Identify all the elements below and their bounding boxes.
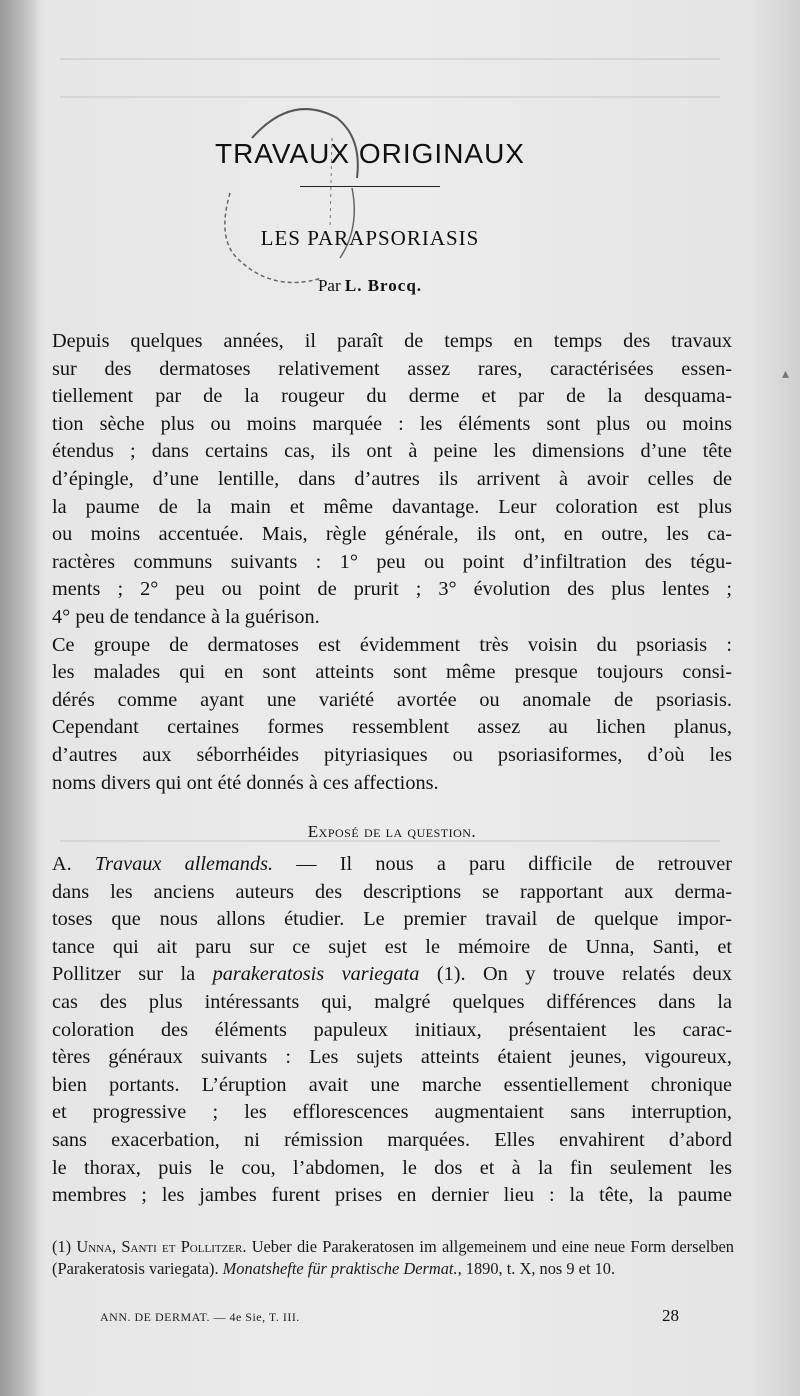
paragraph-1-line: sur des dermatoses relativement assez rares, caractérisées essen-	[52, 357, 732, 380]
paragraph-2-line: noms divers qui ont été donnés à ces affections.	[52, 771, 439, 794]
paragraph-2-line: Cependant certaines formes ressemblent assez au lichen planus,	[52, 716, 732, 739]
paragraph-2	[52, 632, 732, 798]
section-line5-end: (1). On y trouve relatés deux	[419, 963, 732, 986]
section-line-2: dans les anciens auteurs des descriptions se rapportant aux derma-	[52, 880, 732, 903]
section-line: tères généraux suivants : Les sujets atteints étaient jeunes, vigoureux,	[52, 1046, 732, 1069]
binding-shadow	[0, 0, 40, 1396]
bleed-through	[60, 58, 720, 60]
paragraph-1-line: ou moins accentuée. Mais, règle générale, ils ont, en outre, les ca-	[52, 523, 732, 546]
section-title: Exposé de la question.	[307, 822, 477, 841]
article-title: LES PARAPSORIASIS	[260, 226, 480, 250]
section-rest-lines	[52, 989, 732, 1210]
library-stamp-icon	[212, 98, 372, 298]
paragraph-1-line: ractères communs suivants : 1° peu ou point d’infiltration des tégu-	[52, 550, 732, 573]
paragraph-2-line: dérés comme ayant une variété avortée ou anomale de psoriasis.	[52, 688, 732, 711]
footnote-text-1: Ueber die Parakeratosen im allgemeinem und eine neue Form derselben (Parakeratosis variegata).	[52, 1237, 734, 1278]
footnote-text-2: , 1890, t. X, nos 9 et 10.	[457, 1259, 616, 1278]
author-name: L. Brocq.	[344, 276, 423, 295]
section-text	[52, 851, 732, 1210]
title-divider	[300, 186, 440, 187]
section-line5-start: Pollitzer sur la	[52, 963, 213, 986]
footnote-marker: (1)	[52, 1237, 72, 1256]
section-line-3: toses que nous allons étudier. Le premier travail de quelque impor-	[52, 908, 732, 931]
intro-text	[52, 328, 732, 797]
paragraph-1-line: ments ; 2° peu ou point de prurit ; 3° évolution des plus lentes ;	[52, 578, 732, 601]
page-number: 28	[662, 1306, 679, 1325]
footnote	[52, 1236, 734, 1280]
paragraph-1-line: tiellement par de la rougeur du derme et par de la desquama-	[52, 385, 732, 408]
margin-mark: ▴	[782, 367, 790, 382]
section-line1-rest: Il nous a paru difficile de retrouver	[339, 853, 732, 875]
section-line: membres ; les jambes furent prises en dernier lieu : la tête, la paume	[52, 1184, 732, 1207]
section-line-5	[52, 961, 732, 989]
paragraph-1-line: tion sèche plus ou moins marquée : les éléments sont plus ou moins	[52, 412, 732, 435]
section-line5-italic: parakeratosis variegata	[212, 963, 420, 986]
paragraph-1-line: étendus ; dans certains cas, ils ont à peine les dimensions d’une tête	[52, 440, 732, 463]
section-first-line	[52, 851, 732, 879]
section-line: sans exacerbation, ni rémission marquées. Elles envahirent d’abord	[52, 1128, 732, 1151]
paragraph-1	[52, 328, 732, 632]
section-line-4: tance qui ait paru sur ce sujet est le mémoire de Unna, Santi, et	[52, 935, 732, 958]
paragraph-2-line: Ce groupe de dermatoses est évidemment très voisin du psoriasis :	[52, 633, 732, 656]
section-line: coloration des éléments papuleux initiaux, présentaient les carac-	[52, 1018, 732, 1041]
section-line: et progressive ; les efflorescences augmentaient sans interruption,	[52, 1101, 732, 1124]
paragraph-1-line: la paume de la main et même davantage. Leur coloration est plus	[52, 495, 732, 518]
section-line: le thorax, puis le cou, l’abdomen, le dos et à la fin seulement les	[52, 1156, 732, 1179]
section-line: bien portants. L’éruption avait une marche essentiellement chronique	[52, 1073, 732, 1096]
paragraph-1-line: 4° peu de tendance à la guérison.	[52, 605, 320, 628]
footnote-authors: Unna, Santi et Pollitzer.	[76, 1237, 247, 1256]
section-heading: TRAVAUX ORIGINAUX	[214, 138, 525, 169]
section-dash: —	[273, 853, 340, 875]
paragraph-2-line: d’autres aux séborrhéides pityriasiques ou psoriasiformes, d’où les	[52, 743, 732, 766]
paragraph-2-line: les malades qui en sont atteints sont même presque toujours consi-	[52, 661, 732, 684]
footnote-journal: Monatshefte für praktische Dermat.	[222, 1259, 458, 1278]
paragraph-1-line: Depuis quelques années, il paraît de temps en temps des travaux	[52, 330, 732, 352]
author-prefix: Par	[317, 276, 341, 295]
section-label: A.	[52, 853, 72, 875]
bleed-through	[60, 96, 720, 98]
section-line: cas des plus intéressants qui, malgré quelques différences dans la	[52, 990, 732, 1013]
section-italic-heading: Travaux allemands.	[94, 853, 274, 875]
running-footer: ANN. DE DERMAT. — 4e Sie, T. III.	[100, 1310, 300, 1324]
author-line	[200, 276, 540, 296]
paragraph-1-line: d’épingle, d’une lentille, dans d’autres ils arrivent à avoir celles de	[52, 467, 732, 490]
